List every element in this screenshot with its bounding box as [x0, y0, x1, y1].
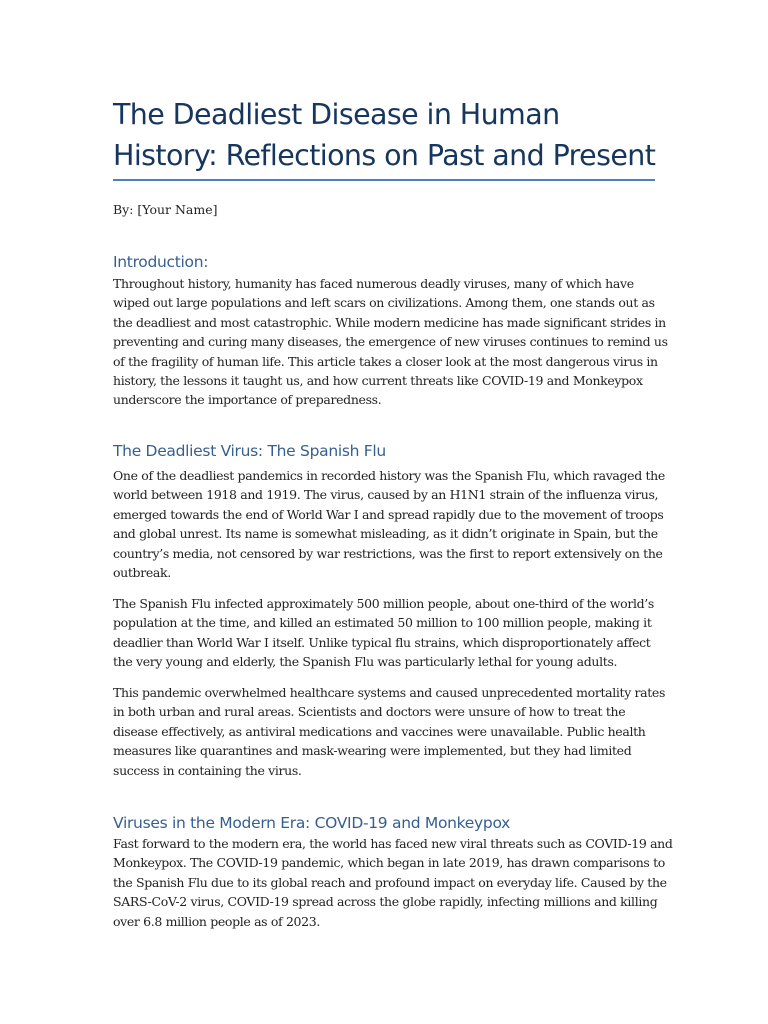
section-heading-introduction: Introduction: [113, 253, 209, 271]
paragraph-modern-era [113, 834, 673, 931]
byline: By: [Your Name] [113, 202, 218, 217]
text-line: of the fragility of human life. This article takes a closer look at the most dangerous virus in [113, 353, 658, 369]
text-line: over 6.8 million people as of 2023. [113, 913, 320, 929]
text-line: success in containing the virus. [113, 762, 302, 778]
text-line: One of the deadliest pandemics in recorded history was the Spanish Flu, which ravaged the [113, 468, 665, 483]
text-line: Throughout history, humanity has faced numerous deadly viruses, many of which have [113, 276, 634, 291]
text-line: population at the time, and killed an estimated 50 million to 100 million people, making it [113, 615, 652, 631]
title-line-2: History: Reflections on Past and Present [113, 139, 656, 172]
text-line: measures like quarantines and mask-wearing were implemented, but they had limited [113, 743, 632, 759]
document-title [113, 94, 673, 176]
text-line: The Spanish Flu infected approximately 500 million people, about one-third of the world’s [113, 596, 654, 611]
text-line: history, the lessons it taught us, and how current threats like COVID-19 and Monkeypox [113, 373, 643, 389]
text-line: the very young and elderly, the Spanish Flu was particularly lethal for young adults. [113, 654, 618, 670]
text-line: emerged towards the end of World War I and spread rapidly due to the movement of troops [113, 506, 664, 522]
text-line: outbreak. [113, 565, 171, 581]
paragraph-spanish-flu-3 [113, 683, 665, 780]
title-line-1: The Deadliest Disease in Human [113, 98, 560, 131]
text-line: Fast forward to the modern era, the world has faced new viral threats such as COVID-19 and [113, 836, 673, 851]
text-line: in both urban and rural areas. Scientists and doctors were unsure of how to treat the [113, 704, 626, 720]
paragraph-spanish-flu-2 [113, 594, 654, 672]
text-line: disease effectively, as antiviral medications and vaccines were unavailable. Public health [113, 723, 646, 739]
text-line: world between 1918 and 1919. The virus, caused by an H1N1 strain of the influenza virus, [113, 487, 659, 503]
text-line: underscore the importance of preparedness. [113, 392, 382, 408]
text-line: Monkeypox. The COVID-19 pandemic, which began in late 2019, has drawn comparisons to [113, 855, 665, 871]
text-line: country’s media, not censored by war restrictions, was the first to report extensively on the [113, 545, 663, 561]
text-line: This pandemic overwhelmed healthcare systems and caused unprecedented mortality rates [113, 685, 666, 700]
text-line: SARS-CoV-2 virus, COVID-19 spread across the globe rapidly, infecting millions and killing [113, 894, 658, 910]
text-line: preventing and curing many diseases, the emergence of new viruses continues to remind us [113, 334, 668, 350]
section-heading-spanish-flu: The Deadliest Virus: The Spanish Flu [113, 442, 386, 460]
text-line: and global unrest. Its name is somewhat misleading, as it didn’t originate in Spain, but the [113, 526, 658, 542]
text-line: deadlier than World War I itself. Unlike typical flu strains, which disproportionately affect [113, 634, 651, 650]
paragraph-introduction [113, 274, 668, 410]
paragraph-spanish-flu-1 [113, 466, 665, 582]
title-underline-rule [113, 179, 655, 181]
text-line: the Spanish Flu due to its global reach and profound impact on everyday life. Caused by the [113, 874, 667, 890]
text-line: wiped out large populations and left scars on civilizations. Among them, one stands out as [113, 295, 655, 311]
section-heading-modern-era: Viruses in the Modern Era: COVID-19 and Monkeypox [113, 814, 511, 832]
text-line: the deadliest and most catastrophic. While modern medicine has made significant strides in [113, 314, 666, 330]
